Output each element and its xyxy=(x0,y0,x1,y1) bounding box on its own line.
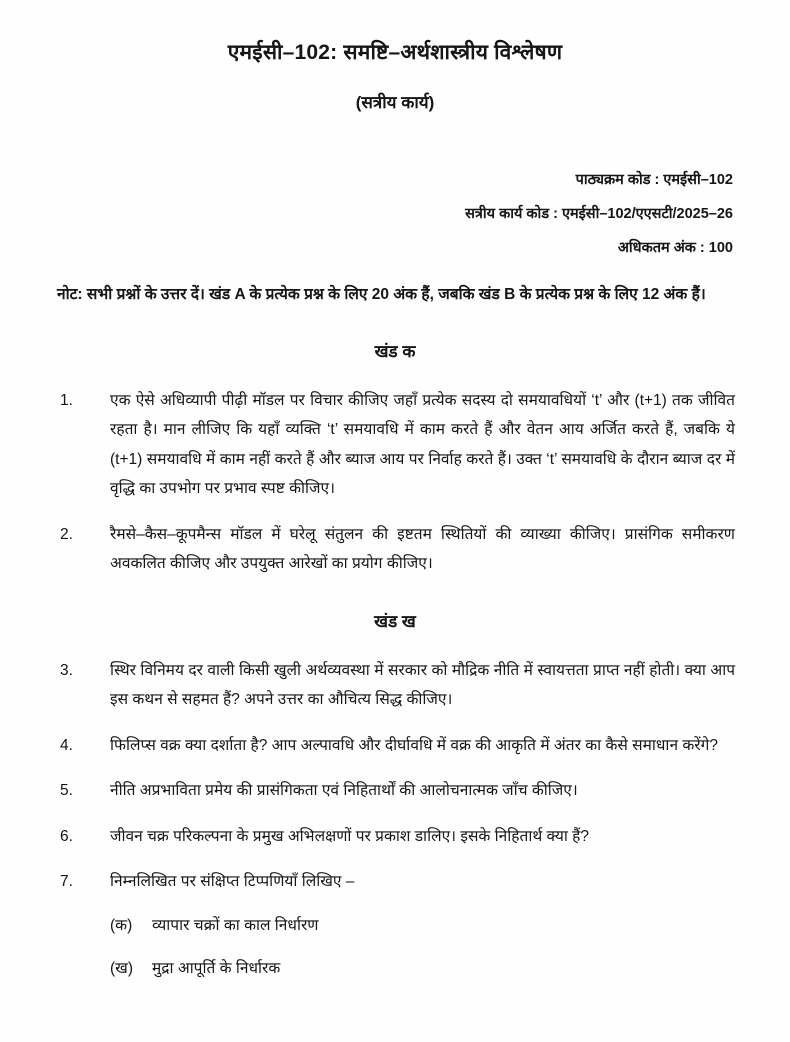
question-row xyxy=(60,731,735,761)
subitem-row xyxy=(110,911,735,941)
question-text: नीति अप्रभाविता प्रमेय की प्रासंगिकता एवं निहितार्थों की आलोचनात्मक जाँच कीजिए। xyxy=(110,782,578,799)
subitem-label: (ख) xyxy=(110,960,134,977)
question-text: जीवन चक्र परिकल्पना के प्रमुख अभिलक्षणों पर प्रकाश डालिए। इसके निहितार्थ क्या हैं? xyxy=(110,827,590,845)
question-row xyxy=(60,386,735,504)
question-number: 3. xyxy=(60,661,73,679)
question-row xyxy=(60,520,735,579)
meta-assignment-code: सत्रीय कार्य कोड : एमईसी–102/एएसटी/2025–26 xyxy=(465,206,733,222)
section-b-questions xyxy=(0,656,790,984)
section-a-heading: खंड क xyxy=(374,341,416,361)
question-text: स्थिर विनिमय दर वाली किसी खुली अर्थव्यवस्था में सरकार को मौद्रिक नीति में स्वायत्तता प्राप्त नहीं होती। क्या आप इस कथन से सहमत हैं? अपने उत्तर का औचित्य सिद्ध कीजिए। xyxy=(110,661,735,708)
question-row xyxy=(60,656,735,715)
question-number: 4. xyxy=(60,736,73,754)
section-a-questions xyxy=(0,386,790,579)
page-title: एमईसी–102: समष्टि–अर्थशास्त्रीय विश्लेषण xyxy=(227,41,563,64)
question-row xyxy=(60,822,735,852)
subitem-label: (क) xyxy=(110,916,133,934)
meta-max-marks: अधिकतम अंक : 100 xyxy=(617,240,733,256)
question-number: 6. xyxy=(60,827,73,845)
question-text: रैमसे–कैस–कूपमैन्स मॉडल में घरेलू संतुलन की इष्टतम स्थितियों की व्याख्या कीजिए। प्रासंगिक समीकरण अवकलित कीजिए और उपयुक्त आरेखों का प्रयोग कीजिए। xyxy=(110,525,735,572)
question-7-subitems xyxy=(110,911,735,984)
question-text: निम्नलिखित पर संक्षिप्त टिप्पणियाँ लिखिए – xyxy=(110,873,355,890)
section-b-heading: खंड ख xyxy=(374,611,416,631)
question-text: एक ऐसे अधिव्यापी पीढ़ी मॉडल पर विचार कीजिए जहाँ प्रत्येक सदस्य दो समयावधियों ‘t’ और (t+1) तक जीवित रहता है। मान लीजिए कि यहाँ व्यक्ति ‘t’ समयावधि में काम करते हैं और वेतन आय अर्जित करते हैं, जबकि ये (t+1) समयावधि में काम नहीं करते हैं और ब्याज आय पर निर्वाह करते हैं। उक्त ‘t’ समयावधि के दौरान ब्याज दर में वृद्धि का उपभोग पर प्रभाव स्पष्ट कीजिए। xyxy=(110,391,735,497)
meta-block xyxy=(0,163,790,265)
note-text: नोट: सभी प्रश्नों के उत्तर दें। खंड A के प्रत्येक प्रश्न के लिए 20 अंक हैं, जबकि खंड B के प्रत्येक प्रश्न के लिए 12 अंक हैं। xyxy=(57,286,706,303)
subitem-text: व्यापार चक्रों का काल निर्धारण xyxy=(152,916,319,934)
question-number: 7. xyxy=(60,873,73,890)
meta-course-code: पाठ्यक्रम कोड : एमईसी–102 xyxy=(575,172,733,188)
page-subtitle: (सत्रीय कार्य) xyxy=(355,93,435,112)
question-number: 1. xyxy=(60,391,73,409)
question-text: फिलिप्स वक्र क्या दर्शाता है? आप अल्पावधि और दीर्घावधि में वक्र की आकृति में अंतर का कैसे समाधान करेंगे? xyxy=(110,736,718,754)
subitem-text: मुद्रा आपूर्ति के निर्धारक xyxy=(152,960,281,977)
question-number: 5. xyxy=(60,782,73,799)
subitem-row xyxy=(110,954,735,984)
question-row xyxy=(60,867,735,897)
question-number: 2. xyxy=(60,525,73,543)
question-row xyxy=(60,776,735,806)
